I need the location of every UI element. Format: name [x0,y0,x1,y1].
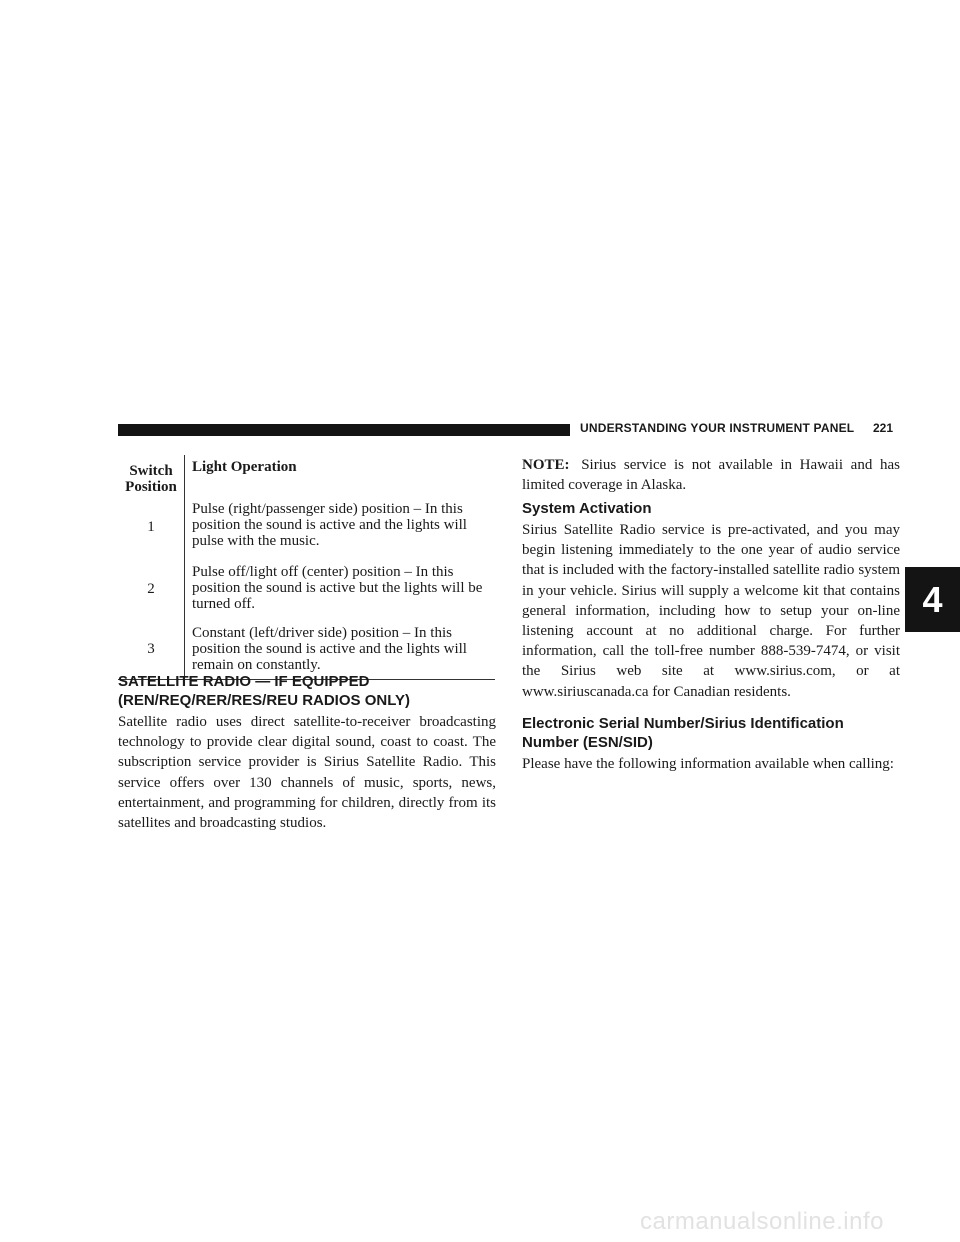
note-label: NOTE: [522,457,570,473]
table-row [118,558,495,619]
note-paragraph [522,455,900,495]
table-cell-operation: Pulse off/light off (center) position – In this position the sound is active but the lights will be turned off. [184,558,495,619]
header-rule [118,424,570,436]
esn-sid-heading [522,715,902,752]
system-activation-body: Sirius Satellite Radio service is pre-activated, and you may begin listening immediately to the one year of audio service that is included with the factory-installed satellite radio system in your vehicle. Sirius will supply a welcome kit that contains general information, including how to setup your on-line listening account at no additional charge. For further information, call the toll-free number 888-539-7474, or visit the Sirius web site at www.sirius.com, or at www.siriuscanada.ca for Canadian residents. [522,522,900,700]
running-header-title: UNDERSTANDING YOUR INSTRUMENT PANEL [580,421,855,435]
table-cell-operation: Constant (left/driver side) position – In this position the sound is active and the lights will remain on constantly. [184,619,495,679]
note-text: Sirius service is not available in Hawaii and has limited coverage in Alaska. [522,457,900,494]
table-row [118,495,495,558]
switch-position-table [118,455,495,680]
satellite-radio-body: Satellite radio uses direct satellite-to-receiver broadcasting technology to provide clear digital sound, coast to coast. The subscription service provider is Sirius Satellite Radio. This service offers over 130 channels of music, sports, news, entertainment, and programming for children, directly from its satellites and broadcasting studios. [118,714,496,832]
table-cell-position: 3 [147,641,155,657]
esn-sid-body: Please have the following information available when calling: [522,756,894,772]
satellite-heading-line1: SATELLITE RADIO — IF EQUIPPED [118,673,370,690]
table-cell-position: 1 [147,518,155,535]
esn-heading-line2: Number (ESN/SID) [522,733,653,751]
chapter-tab: 4 [905,567,960,632]
system-activation-heading: System Activation [522,500,652,517]
header-switch-text: Switch [129,463,173,479]
table-header-row [118,455,495,495]
table-cell-position: 2 [147,580,155,597]
esn-heading-line1: Electronic Serial Number/Sirius Identification [522,715,844,732]
satellite-radio-heading [118,673,498,710]
table-cell-operation: Pulse (right/passenger side) position – In this position the sound is active and the lights will pulse with the music. [184,495,495,558]
table-row [118,619,495,679]
satellite-heading-line2: (REN/REQ/RER/RES/REU RADIOS ONLY) [118,691,410,709]
header-position-text: Position [125,479,177,495]
page-number: 221 [873,421,894,435]
watermark: carmanualsonline.info [640,1208,884,1235]
table-header-operation: Light Operation [184,455,495,495]
table-header-position [118,455,184,495]
